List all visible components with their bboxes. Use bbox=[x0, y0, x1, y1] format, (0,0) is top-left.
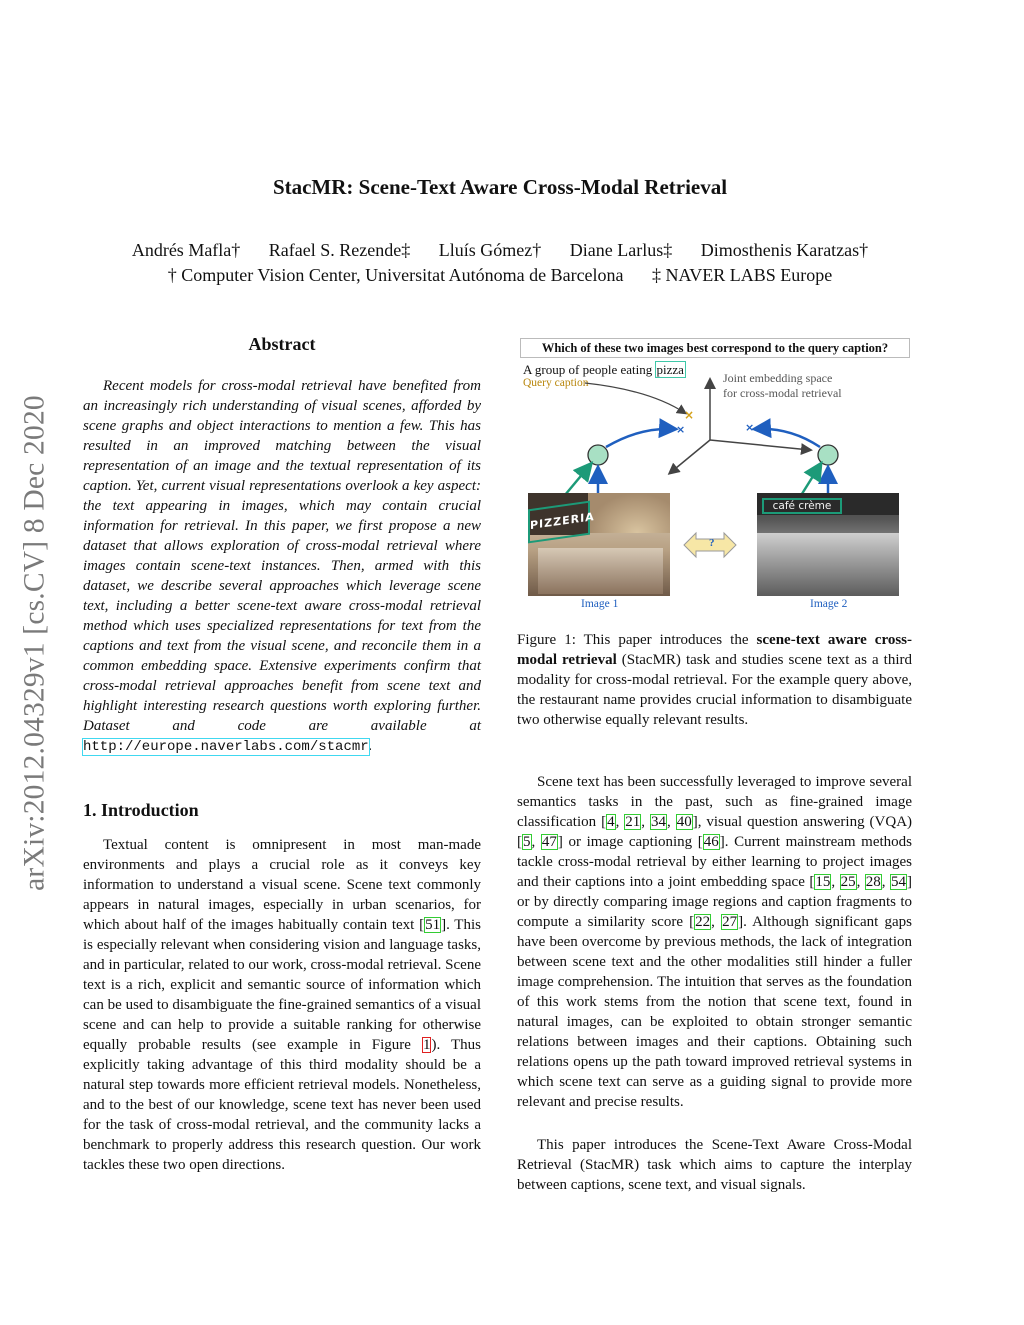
body-text: , bbox=[615, 814, 625, 830]
citation-link[interactable]: 25 bbox=[840, 874, 856, 890]
axis-line bbox=[710, 440, 810, 450]
image-2 bbox=[757, 493, 899, 596]
body-text: , bbox=[667, 814, 676, 830]
citation-link[interactable]: 22 bbox=[695, 914, 711, 930]
author-list bbox=[0, 240, 1000, 261]
embedding-label-line1: Joint embedding space bbox=[723, 371, 833, 385]
figure-caption bbox=[517, 630, 912, 730]
body-text: This paper introduces the Scene-Text Aware Cross-Modal Retrieval (StacMR) task which aims to capture the interplay between captions, scene text, and visual signals. bbox=[517, 1137, 912, 1193]
intro-text: Textual content is omnipresent in most man-made environments and plays a crucial role as it conveys key information to understand a visual scene. Scene text commonly appears in natural images, especially in urban scenarios, for which about half of the images habitually contain text [ bbox=[83, 837, 481, 933]
axis-line bbox=[670, 440, 710, 473]
citation-link[interactable]: 21 bbox=[625, 814, 641, 830]
section-heading-introduction: 1. Introduction bbox=[83, 800, 199, 820]
body-text: ] or by directly comparing image regions and caption fragments to compute a similarity score [ bbox=[517, 874, 912, 930]
affiliation: † Computer Vision Center, Universitat Autónoma de Barcelona bbox=[167, 265, 624, 285]
affiliation: ‡ NAVER LABS Europe bbox=[652, 265, 833, 285]
query-caption-label: Query caption bbox=[523, 377, 589, 389]
paper-title: StacMR: Scene-Text Aware Cross-Modal Retrieval bbox=[272, 175, 728, 199]
caption-bold: scene-text aware cross-modal retrieval bbox=[517, 632, 912, 668]
body-text: ], visual question answering (VQA) [ bbox=[517, 814, 913, 850]
citation-link[interactable]: 28 bbox=[865, 874, 881, 890]
dataset-link[interactable]: http://europe.naverlabs.com/stacmr bbox=[83, 739, 369, 755]
citation-link[interactable]: 47 bbox=[541, 834, 557, 850]
abstract-body bbox=[83, 376, 481, 757]
query-point: × bbox=[684, 408, 695, 422]
embedding-point: × bbox=[676, 423, 686, 436]
author: Lluís Gómez† bbox=[438, 240, 542, 260]
scene-text-arrow bbox=[565, 465, 590, 495]
embedding-point: × bbox=[745, 421, 755, 434]
query-keyword: pizza bbox=[656, 362, 684, 377]
body-text: Scene text has been successfully leveraged to improve several semantics tasks in the past, such as fine-grained image classification [ bbox=[517, 774, 912, 830]
intro-text: ]. This is especially relevant when considering vision and language tasks, and in particular, related to our work, cross-modal retrieval. Scene text is a rich, explicit and semantic source of information which can be used to disambiguate the fine-grained semantics of a visual scene and can help to provide a suitable ranking for otherwise equally probable results (see example in Figure bbox=[83, 917, 481, 1053]
intro-text: ). Thus explicitly taking advantage of this third modality should be a natural step towards more efficient retrieval models. Nonetheless, and to the best of our knowledge, scene text has never been used for the task of cross-modal retrieval, and the community lacks a benchmark to properly address this research question. Our work tackles these two open directions. bbox=[83, 1037, 481, 1173]
body-text: ]. Current mainstream methods tackle cross-modal retrieval by either learning to project images and their captions into a joint embedding space [ bbox=[517, 834, 913, 890]
abstract-text: Recent models for cross-modal retrieval have benefited from an increasingly rich understanding of visual scenes, afforded by scene graphs and object interactions to mention a few. This has resulted in an improved matching between the visual representation of an image and the textual representation of its caption. Yet, current visual representations overlook a key aspect: the text appearing in images, which may contain crucial information for retrieval. In this paper, we first propose a new dataset that allows exploration of cross-modal retrieval where images contain scene-text instances. Then, armed with this dataset, we describe several approaches which leverage scene text, including a better scene-text aware cross-modal retrieval method which uses specialized representations for text from the captions and text from the visual scene, and reconcile them in a common embedding space. Extensive experiments confirm that cross-modal retrieval approaches benefit from scene text and highlight interesting research questions worth exploring further. Dataset and code are available at bbox=[83, 378, 481, 734]
body-text: , bbox=[531, 834, 541, 850]
arxiv-stamp-text: arXiv:2012.04329v1 [cs.CV] 8 Dec 2020 bbox=[18, 394, 51, 891]
body-text: , bbox=[641, 814, 650, 830]
arxiv-stamp bbox=[14, 355, 56, 930]
citation-link[interactable]: 15 bbox=[815, 874, 831, 890]
author: Dimosthenis Karatzas† bbox=[700, 240, 869, 260]
image-1 bbox=[528, 493, 670, 596]
fusion-node-2 bbox=[818, 445, 838, 465]
figure-link[interactable]: 1 bbox=[422, 1037, 431, 1053]
image-1-diners bbox=[538, 548, 663, 594]
image-1-umbrella bbox=[588, 493, 670, 533]
citation-link[interactable]: 54 bbox=[891, 874, 906, 890]
body-text: , bbox=[831, 874, 840, 890]
citation-link[interactable]: 4 bbox=[607, 814, 615, 830]
author: Rafael S. Rezende‡ bbox=[268, 240, 411, 260]
citation-link[interactable]: 40 bbox=[676, 814, 692, 830]
image-2-label: Image 2 bbox=[810, 598, 848, 610]
affiliations bbox=[0, 265, 1000, 286]
body-text: , bbox=[856, 874, 865, 890]
embedding-arrow bbox=[606, 429, 674, 447]
citation-link[interactable]: 46 bbox=[703, 834, 719, 850]
right-paragraph-1 bbox=[517, 772, 912, 1112]
citation-link[interactable]: 5 bbox=[523, 834, 531, 850]
query-arrow bbox=[585, 383, 685, 413]
fusion-node-1 bbox=[588, 445, 608, 465]
citation-link[interactable]: 27 bbox=[722, 914, 738, 930]
image-2-sign: café crème bbox=[762, 498, 842, 514]
author: Diane Larlus‡ bbox=[569, 240, 673, 260]
compare-question-mark: ? bbox=[709, 537, 715, 549]
embedding-label-line2: for cross-modal retrieval bbox=[723, 386, 842, 400]
query-text: A group of people eating bbox=[523, 362, 656, 377]
image-1-label: Image 1 bbox=[581, 598, 619, 610]
embedding-arrow bbox=[756, 429, 820, 447]
abstract-heading: Abstract bbox=[248, 334, 316, 354]
body-text: , bbox=[881, 874, 890, 890]
citation-link[interactable]: 51 bbox=[425, 917, 441, 933]
caption-text: Figure 1: This paper introduces the bbox=[517, 632, 757, 648]
body-text: ]. Although significant gaps have been overcome by previous methods, the lack of integration between scene text and the other modalities still hinder a fuller image comprehension. The intuition that serves as the foundation of this work stems from the notion that scene text, found in natural images, can be exploited to obtain stronger semantic relations between images and their captions. Obtaining such relations opens up the path toward improved retrieval systems in which scene text can serve as a guiding signal to provide more relevant and precise results. bbox=[517, 914, 913, 1110]
image-1-sign: PIZZERIA bbox=[528, 501, 590, 544]
intro-paragraph bbox=[83, 835, 481, 1175]
right-paragraph-2 bbox=[517, 1135, 912, 1195]
abstract-end: . bbox=[368, 738, 373, 754]
citation-link[interactable]: 34 bbox=[651, 814, 666, 830]
figure-question: Which of these two images best correspond to the query caption? bbox=[520, 338, 910, 358]
body-text: , bbox=[711, 914, 722, 930]
author: Andrés Mafla† bbox=[131, 240, 241, 260]
caption-text: (StacMR) task and studies scene text as a third modality for cross-modal retrieval. For the example query above, the restaurant name provides crucial information to disambiguate two otherwise equally relevant results. bbox=[517, 652, 912, 728]
image-2-terrace bbox=[757, 533, 899, 596]
body-text: ] or image captioning [ bbox=[557, 834, 703, 850]
